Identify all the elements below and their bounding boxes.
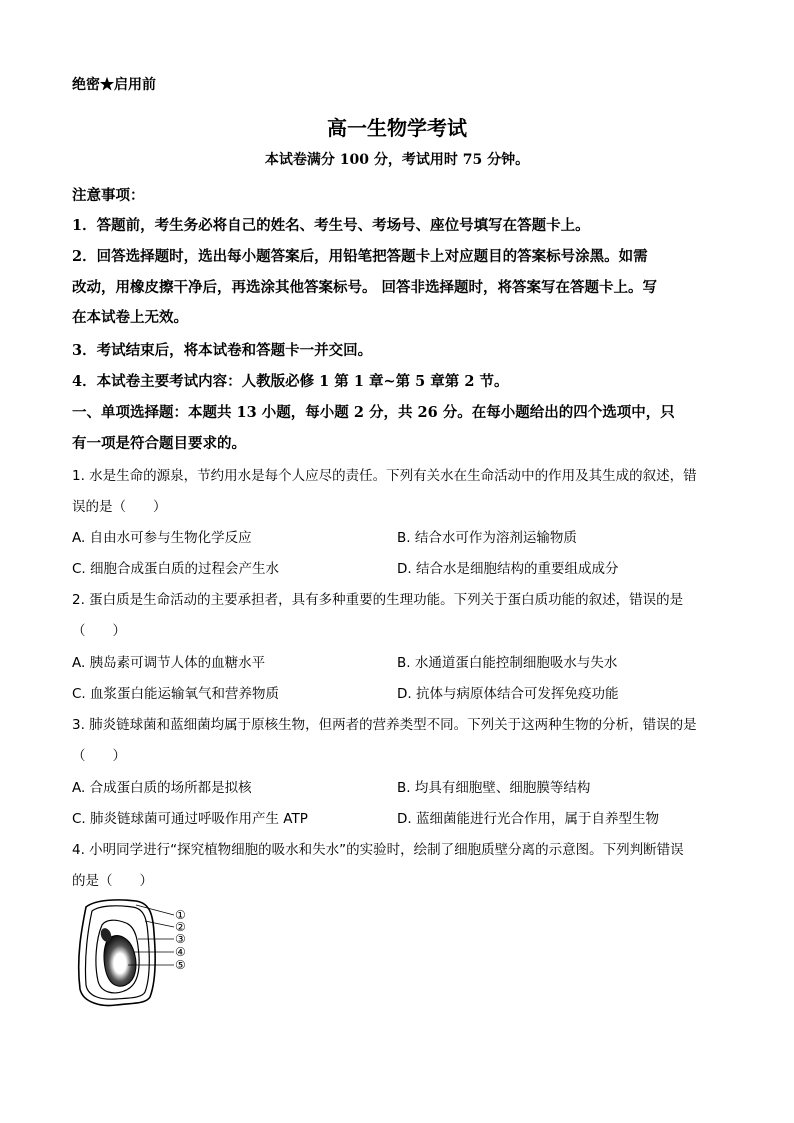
plasmolysis-cell-diagram bbox=[74, 897, 204, 1011]
question-1-stem-line-2: 误的是（ ） bbox=[72, 499, 167, 515]
question-3-option-a: A. 合成蛋白质的场所都是拟核 bbox=[72, 780, 252, 796]
question-2-option-b: B. 水通道蛋白能控制细胞吸水与失水 bbox=[397, 655, 618, 671]
notice-item-2-line-2: 改动，用橡皮擦干净后，再选涂其他答案标号。 回答非选择题时，将答案写在答题卡上。写 bbox=[72, 279, 658, 296]
question-1-option-b: B. 结合水可作为溶剂运输物质 bbox=[397, 530, 577, 546]
question-3-option-c: C. 肺炎链球菌可通过呼吸作用产生 ATP bbox=[72, 811, 308, 827]
figure-label-2: ② bbox=[175, 920, 186, 934]
section-heading-line-2: 有一项是符合题目要求的。 bbox=[72, 435, 246, 452]
question-3-option-b: B. 均具有细胞壁、细胞膜等结构 bbox=[397, 780, 591, 796]
question-4-stem-line-1: 4. 小明同学进行“探究植物细胞的吸水和失水”的实验时，绘制了细胞质壁分离的示意图。下列判断错误 bbox=[72, 842, 684, 858]
notice-item-4: 4．本试卷主要考试内容：人教版必修 1 第 1 章~第 5 章第 2 节。 bbox=[72, 373, 509, 390]
question-2-option-a: A. 胰岛素可调节人体的血糖水平 bbox=[72, 655, 266, 671]
secret-mark: 绝密★启用前 bbox=[72, 77, 156, 93]
notice-item-2-line-1: 2．回答选择题时，选出每小题答案后，用铅笔把答题卡上对应题目的答案标号涂黑。如需 bbox=[72, 248, 648, 265]
question-1-option-c: C. 细胞合成蛋白质的过程会产生水 bbox=[72, 561, 280, 577]
question-3-option-d: D. 蓝细菌能进行光合作用，属于自养型生物 bbox=[397, 811, 659, 827]
question-2-option-c: C. 血浆蛋白能运输氧气和营养物质 bbox=[72, 686, 280, 702]
exam-title: 高一生物学考试 bbox=[327, 116, 467, 140]
question-2-option-d: D. 抗体与病原体结合可发挥免疫功能 bbox=[397, 686, 619, 702]
notice-item-2-line-3: 在本试卷上无效。 bbox=[72, 309, 188, 326]
notice-heading: 注意事项： bbox=[72, 187, 145, 204]
figure-label-1: ① bbox=[175, 908, 186, 922]
question-1-option-a: A. 自由水可参与生物化学反应 bbox=[72, 530, 252, 546]
question-2-stem-line-2: （ ） bbox=[72, 623, 126, 639]
question-3-stem-line-2: （ ） bbox=[72, 748, 126, 764]
question-1-stem-line-1: 1. 水是生命的源泉，节约用水是每个人应尽的责任。下列有关水在生命活动中的作用及其生成的叙述，错 bbox=[72, 468, 697, 484]
notice-item-1: 1．答题前，考生务必将自己的姓名、考生号、考场号、座位号填写在答题卡上。 bbox=[72, 217, 590, 234]
question-3-stem-line-1: 3. 肺炎链球菌和蓝细菌均属于原核生物，但两者的营养类型不同。下列关于这两种生物的分析，错误的是 bbox=[72, 717, 697, 733]
question-1-option-d: D. 结合水是细胞结构的重要组成成分 bbox=[397, 561, 619, 577]
section-heading-line-1: 一、单项选择题：本题共 13 小题，每小题 2 分，共 26 分。在每小题给出的四个选项中，只 bbox=[72, 404, 675, 421]
figure-label-3: ③ bbox=[175, 932, 186, 946]
question-4-stem-line-2: 的是（ ） bbox=[72, 873, 153, 889]
figure-label-5: ⑤ bbox=[175, 958, 186, 972]
exam-subtitle: 本试卷满分 100 分，考试用时 75 分钟。 bbox=[264, 152, 530, 168]
question-2-stem-line-1: 2. 蛋白质是生命活动的主要承担者，具有多种重要的生理功能。下列关于蛋白质功能的叙述，错误的是 bbox=[72, 592, 684, 608]
figure-label-4: ④ bbox=[175, 945, 186, 959]
notice-item-3: 3．考试结束后，将本试卷和答题卡一并交回。 bbox=[72, 342, 373, 359]
vacuole bbox=[104, 936, 136, 987]
